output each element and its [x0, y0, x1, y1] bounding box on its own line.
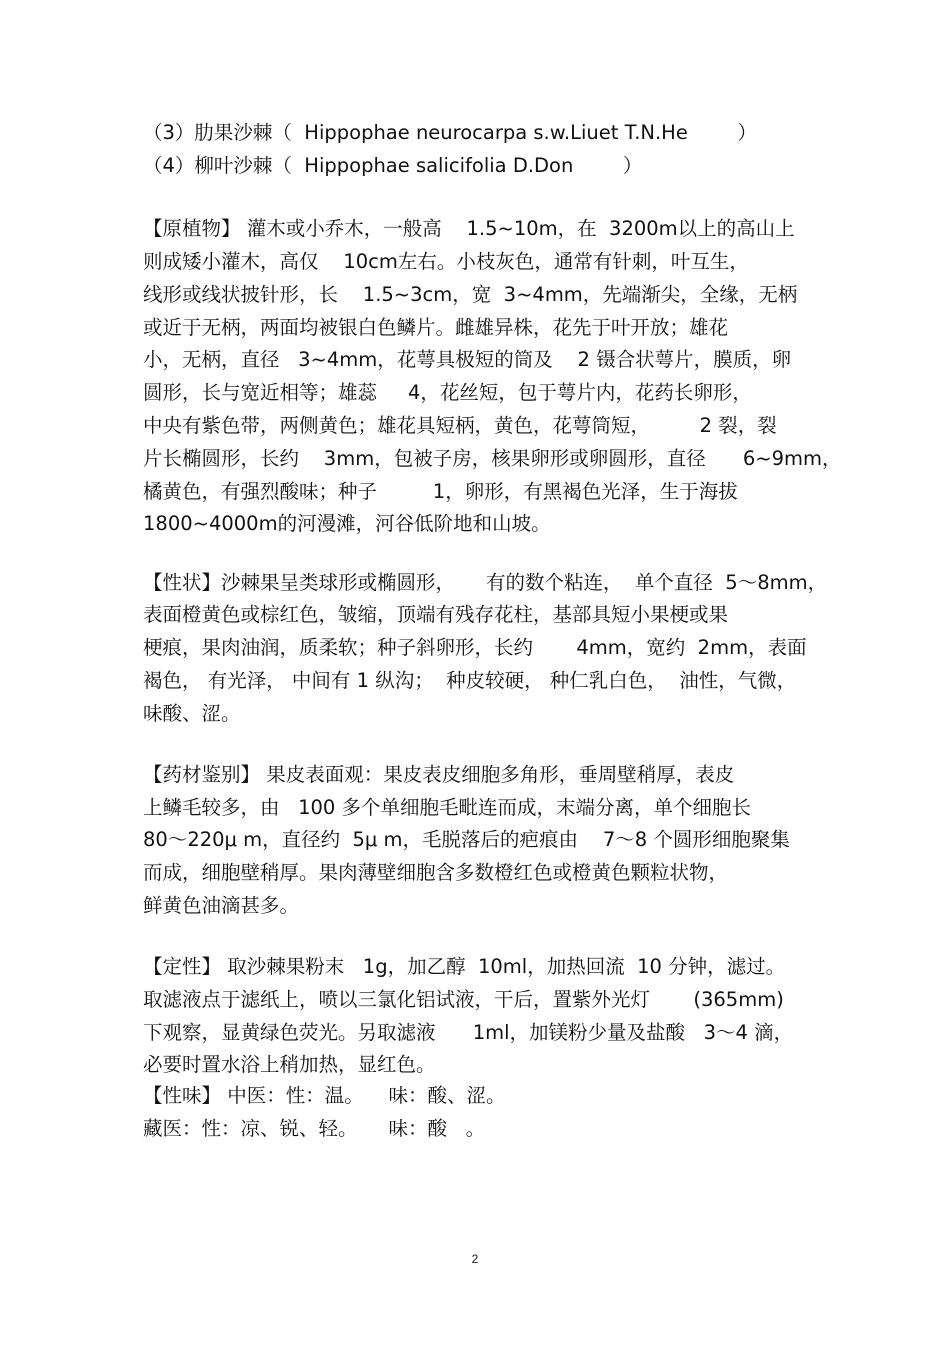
paragraph-line: 藏医：性：凉、锐、轻。 味：酸 。	[143, 1117, 486, 1140]
paragraph-line: 下观察，显黄绿色荧光。另取滤液 1ml，加镁粉少量及盐酸 3～4 滴，	[143, 1021, 794, 1044]
paragraph-line: 取滤液点于滤纸上，喷以三氯化铝试液，干后，置紫外光灯 (365mm)	[143, 988, 784, 1011]
species-line-4: （4）柳叶沙棘（ Hippophae salicifolia D.Don ）	[143, 154, 643, 177]
paragraph-line: 表面橙黄色或棕红色，皱缩，顶端有残存花柱，基部具短小果梗或果	[143, 603, 729, 626]
paragraph-line: 而成，细胞壁稍厚。果肉薄壁细胞含多数橙红色或橙黄色颗粒状物，	[143, 861, 729, 884]
paragraph-line: 褐色， 有光泽， 中间有 1 纵沟； 种皮较硬， 种仁乳白色， 油性，气微，	[143, 669, 797, 692]
paragraph-line: 圆形，长与宽近相等；雄蕊 4，花丝短，包于萼片内，花药长卵形，	[143, 381, 752, 404]
paragraph-line: 线形或线状披针形，长 1.5~3cm，宽 3~4mm，先端渐尖，全缘，无柄	[143, 283, 798, 306]
paragraph-line: 梗痕，果肉油润，质柔软；种子斜卵形，长约 4mm，宽约 2mm，表面	[143, 636, 807, 659]
paragraph-line: 1800~4000m的河漫滩，河谷低阶地和山坡。	[143, 512, 551, 535]
paragraph-line: 必要时置水浴上稍加热，显红色。	[143, 1053, 436, 1076]
paragraph-line: 小，无柄，直径 3~4mm，花萼具极短的筒及 2 镊合状萼片，膜质，卵	[143, 348, 792, 371]
paragraph-line: 【性状】沙棘果呈类球形或椭圆形， 有的数个粘连， 单个直径 5～8mm，	[143, 571, 828, 594]
paragraph-line: 【药材鉴别】 果皮表面观：果皮表皮细胞多角形，垂周壁稍厚，表皮	[143, 763, 735, 786]
paragraph-line: 中央有紫色带，两侧黄色；雄花具短柄，黄色，花萼筒短， 2 裂，裂	[143, 414, 777, 437]
paragraph-line: 则成矮小灌木，高仅 10cm左右。小枝灰色，通常有针刺，叶互生，	[143, 250, 749, 273]
paragraph-line: 80～220μ m，直径约 5μ m，毛脱落后的疤痕由 7～8 个圆形细胞聚集	[143, 828, 790, 851]
paragraph-line: 橘黄色，有强烈酸味；种子 1，卵形，有黑褐色光泽，生于海拔	[143, 480, 738, 503]
paragraph-line: 【定性】 取沙棘果粉末 1g，加乙醇 10ml，加热回流 10 分钟，滤过。	[143, 955, 786, 978]
paragraph-line: 或近于无柄，两面均被银白色鳞片。雌雄异株，花先于叶开放；雄花	[143, 316, 729, 339]
paragraph-line: 【性味】 中医：性：温。 味：酸、涩。	[143, 1084, 506, 1107]
paragraph-line: 【原植物】 灌木或小乔木，一般高 1.5~10m，在 3200m以上的高山上	[143, 217, 795, 240]
paragraph-line: 片长椭圆形，长约 3mm，包被子房，核果卵形或卵圆形，直径 6~9mm，	[143, 447, 842, 470]
page-number: 2	[471, 1252, 479, 1266]
paragraph-line: 鲜黄色油滴甚多。	[143, 894, 300, 917]
paragraph-line: 味酸、涩。	[143, 702, 241, 725]
species-line-3: （3）肋果沙棘（ Hippophae neurocarpa s.w.Liuet T.N.He ）	[143, 121, 757, 144]
paragraph-line: 上鳞毛较多，由 100 多个单细胞毛毗连而成，末端分离，单个细胞长	[143, 796, 752, 819]
